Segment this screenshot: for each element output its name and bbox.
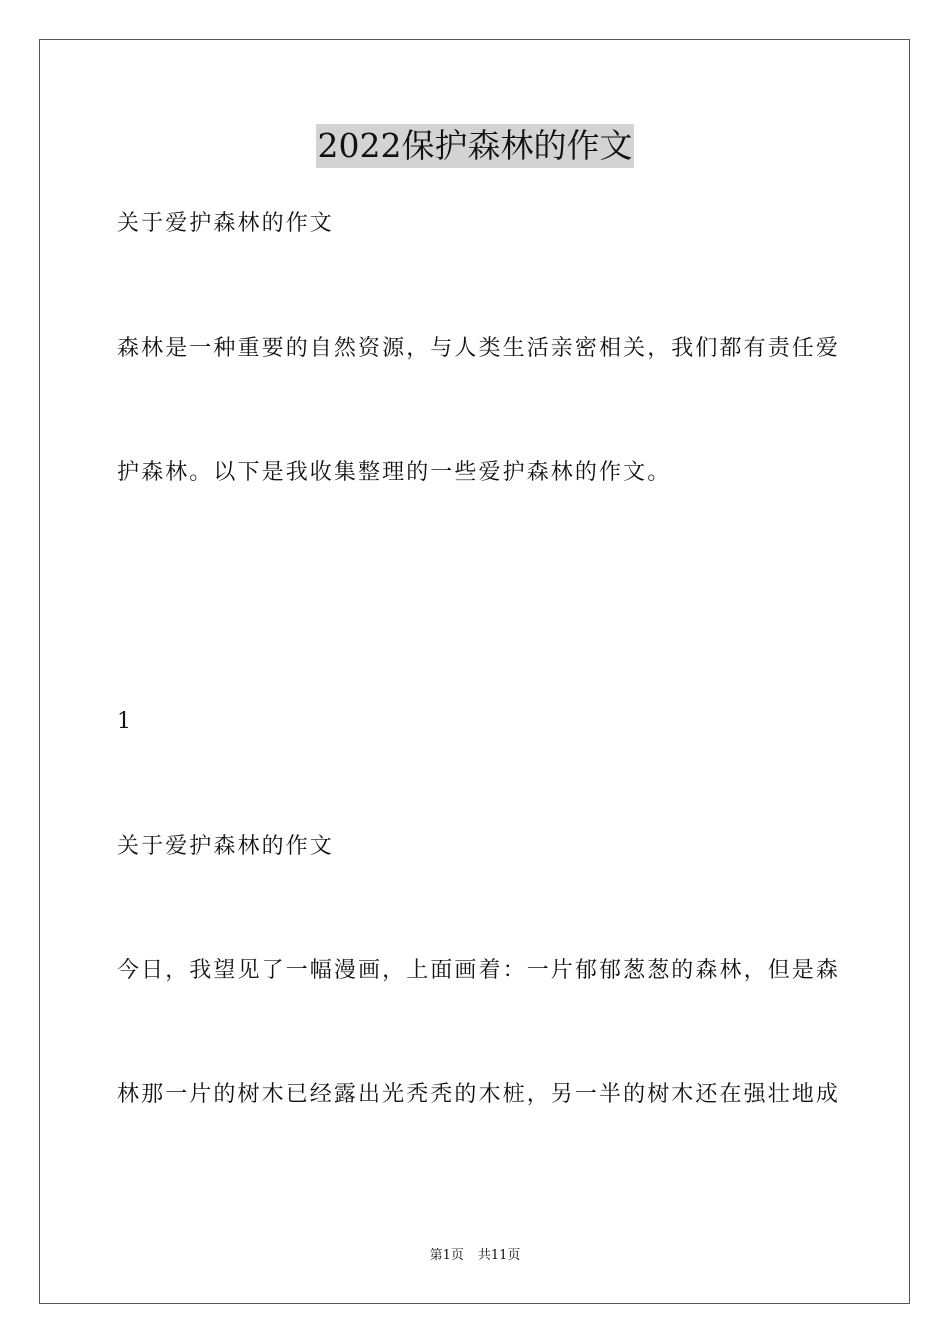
document-title: 2022保护森林的作文 — [316, 124, 635, 168]
title-container — [0, 124, 950, 168]
page-number-total: 共11页 — [477, 1248, 521, 1263]
page-number-current: 第1页 — [429, 1248, 464, 1263]
paragraph-line: 今日，我望见了一幅漫画，上面画着：一片郁郁葱葱的森林，但是森 — [117, 958, 841, 983]
paragraph-line-heading-1: 关于爱护森林的作文 — [117, 211, 334, 236]
section-number: 1 — [117, 709, 134, 734]
paragraph-line: 护森林。以下是我收集整理的一些爱护森林的作文。 — [117, 460, 672, 485]
paragraph-line: 林那一片的树木已经露出光秃秃的木桩，另一半的树木还在强壮地成 — [117, 1082, 841, 1107]
page-footer — [0, 1247, 950, 1265]
paragraph-line: 森林是一种重要的自然资源，与人类生活亲密相关，我们都有责任爱 — [117, 336, 841, 361]
paragraph-line-heading-2: 关于爱护森林的作文 — [117, 834, 334, 859]
